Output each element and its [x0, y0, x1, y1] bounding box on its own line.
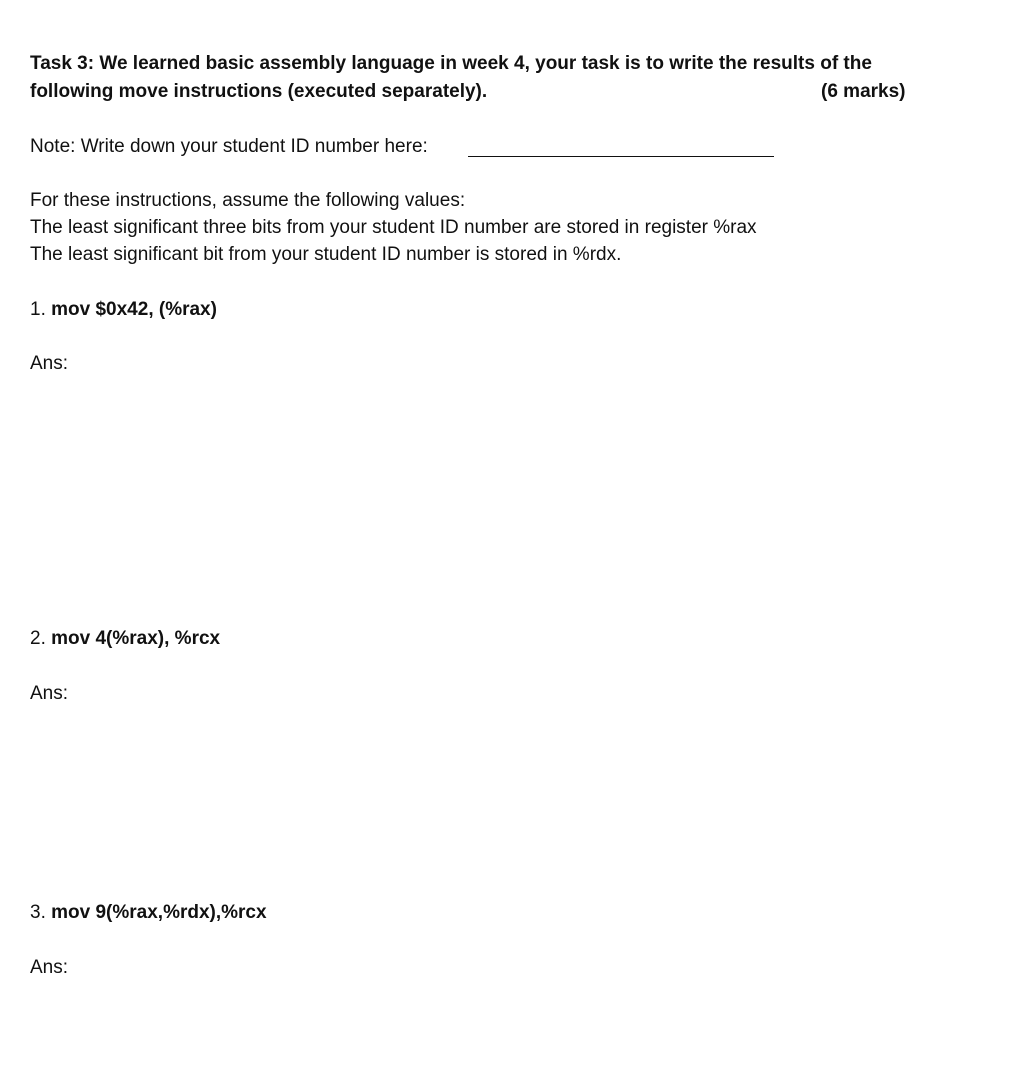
question-2	[30, 626, 220, 652]
task-title-line1: Task 3: We learned basic assembly language in week 4, your task is to write the results of the	[30, 53, 872, 74]
question-2-answer-label: Ans:	[30, 683, 69, 704]
student-id-note: Note: Write down your student ID number here:	[30, 136, 428, 157]
question-3-number: 3.	[30, 902, 46, 923]
task-marks: (6 marks)	[821, 81, 906, 102]
question-1-instruction: mov $0x42, (%rax)	[51, 299, 217, 320]
assumption-rdx: The least significant bit from your student ID number is stored in %rdx.	[30, 244, 622, 265]
student-id-blank-line[interactable]	[468, 156, 774, 157]
question-1	[30, 297, 217, 323]
question-1-answer-label: Ans:	[30, 353, 69, 374]
question-2-number: 2.	[30, 628, 46, 649]
assumptions-intro: For these instructions, assume the following values:	[30, 190, 466, 211]
task-title-line2: following move instructions (executed separately).	[30, 81, 488, 102]
question-1-number: 1.	[30, 299, 46, 320]
question-2-instruction: mov 4(%rax), %rcx	[51, 628, 221, 649]
assumption-rax: The least significant three bits from your student ID number are stored in register %rax	[30, 217, 757, 238]
question-3	[30, 900, 267, 926]
question-3-instruction: mov 9(%rax,%rdx),%rcx	[51, 902, 267, 923]
question-3-answer-label: Ans:	[30, 957, 69, 978]
